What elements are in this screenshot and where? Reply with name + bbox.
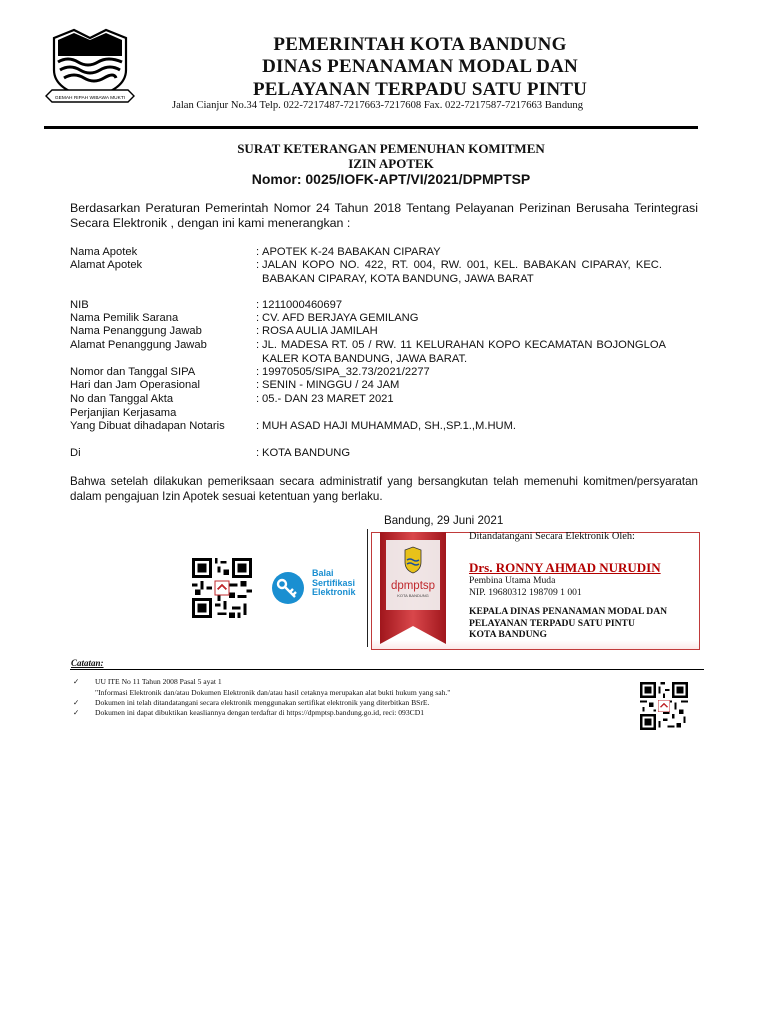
checkmark-icon: ✓ (73, 708, 80, 717)
field-value: 19970505/SIPA_32.73/2021/2277 (262, 366, 430, 378)
header-divider (44, 126, 698, 129)
field-label: Alamat Apotek (70, 259, 143, 271)
bsre-label-line2: Sertifikasi (312, 577, 356, 588)
bsre-logo (270, 568, 370, 608)
signer-name: Drs. RONNY AHMAD NURUDIN (469, 560, 661, 575)
intro-paragraph: Berdasarkan Peraturan Pemerintah Nomor 24 Tahun 2018 Tentang Pelayanan Perizinan Berusaha Terintegrasi Secara Elektronik , dengan ini kami menerangkan : (70, 201, 698, 230)
field-label: Hari dan Jam Operasional (70, 379, 200, 391)
signer-position-line3: KOTA BANDUNG (469, 629, 547, 640)
field-label: Nama Pemilik Sarana (70, 312, 179, 324)
field-value: JL. MADESA RT. 05 / RW. 11 KELURAHAN KOPO KECAMATAN BOJONGLOA KALER KOTA BANDUNG, JAWA BARAT. (262, 339, 666, 365)
bandung-city-emblem-icon (44, 26, 136, 106)
document-title: SURAT KETERANGAN PEMENUHAN KOMITMEN (237, 141, 545, 156)
field-label: Nomor dan Tanggal SIPA (70, 366, 196, 378)
signer-position-line2: PELAYANAN TERPADU SATU PINTU (469, 618, 635, 629)
signer-nip: NIP. 19680312 198709 1 001 (469, 587, 582, 598)
dpmptsp-sub-text: KOTA BANDUNG (397, 593, 429, 598)
agency-name-line3: PELAYANAN TERPADU SATU PINTU (252, 79, 588, 100)
field-value: CV. AFD BERJAYA GEMILANG (262, 312, 419, 324)
field-value: JALAN KOPO NO. 422, RT. 004, RW. 001, KEL. BABAKAN CIPARAY, KEC. BABAKAN CIPARAY, KOTA BANDUNG, JAWA BARAT (262, 259, 662, 285)
bsre-key-icon (270, 570, 306, 606)
agency-address: Jalan Cianjur No.34 Telp. 022-7217487-7217663-7217608 Fax. 022-7217587-7217663 Bandung (172, 100, 584, 111)
field-label: Alamat Penanggung Jawab (70, 339, 207, 351)
dpmptsp-ribbon-icon (380, 532, 446, 644)
agency-name-line1: PEMERINTAH KOTA BANDUNG (273, 34, 567, 55)
field-label: No dan Tanggal Akta Perjanjian Kerjasama (70, 393, 177, 419)
field-label: Nama Apotek (70, 246, 138, 258)
bsre-label-line3: Elektronik (312, 587, 356, 597)
notes-divider (70, 669, 704, 670)
dpmptsp-brand-text: dpmptsp (390, 580, 436, 592)
field-value: ROSA AULIA JAMILAH (262, 325, 378, 337)
note-text: UU ITE No 11 Tahun 2008 Pasal 5 ayat 1 (95, 677, 222, 686)
logo-motto-text: GEMAH RIPAH WIBAWA MUKTI (54, 96, 126, 101)
note-item (73, 698, 429, 707)
bsre-label-line1: Balai (312, 568, 334, 578)
signature-place-date: Bandung, 29 Juni 2021 (384, 514, 504, 527)
signer-rank: Pembina Utama Muda (469, 575, 556, 586)
document-subtitle: IZIN APOTEK (348, 156, 434, 171)
note-text: Dokumen ini dapat dibuktikan keasliannya dengan terdaftar di https://dpmptsp.bandung.go.id, reci: 093CD1 (95, 708, 424, 717)
note-text: "Informasi Elektronik dan/atau Dokumen Elektronik dan/atau hasil cetaknya merupakan alat bukti hukum yang sah." (95, 688, 451, 697)
checkmark-icon: ✓ (73, 698, 80, 707)
field-label: NIB (70, 299, 89, 311)
signed-by-label: Ditandatangani Secara Elektronik Oleh: (469, 531, 635, 542)
note-item (73, 708, 424, 717)
signer-position-line1: KEPALA DINAS PENANAMAN MODAL DAN (469, 606, 668, 617)
field-value: 1211000460697 (262, 299, 343, 311)
field-value: APOTEK K-24 BABAKAN CIPARAY (262, 246, 441, 258)
closing-paragraph: Bahwa setelah dilakukan pemeriksaan secara administratif yang bersangkutan telah memenuhi komitmen/persyaratan dalam pengajuan Izin Apotek sesuai ketentuan yang berlaku. (70, 475, 698, 503)
agency-name-line2: DINAS PENANAMAN MODAL DAN (262, 56, 578, 77)
note-text: Dokumen ini telah ditandatangani secara elektronik menggunakan sertifikat elektronik yang diterbitkan BSrE. (95, 698, 430, 707)
checkmark-icon: ✓ (73, 677, 80, 686)
field-label: Di (70, 447, 81, 459)
field-label: Nama Penanggung Jawab (70, 325, 202, 337)
qr-code-icon[interactable] (192, 558, 252, 618)
qr-code-verification-icon[interactable] (640, 682, 688, 730)
field-value: MUH ASAD HAJI MUHAMMAD, SH.,SP.1.,M.HUM. (262, 420, 517, 432)
field-value: SENIN - MINGGU / 24 JAM (262, 379, 400, 391)
note-item (73, 677, 222, 686)
field-value: KOTA BANDUNG (262, 447, 351, 459)
field-label: Yang Dibuat dihadapan Notaris (70, 420, 225, 432)
notes-title: Catatan: (71, 658, 104, 668)
document-number: Nomor: 0025/IOFK-APT/VI/2021/DPMPTSP (251, 171, 531, 187)
field-value: 05.- DAN 23 MARET 2021 (262, 393, 394, 405)
note-item (95, 688, 450, 697)
